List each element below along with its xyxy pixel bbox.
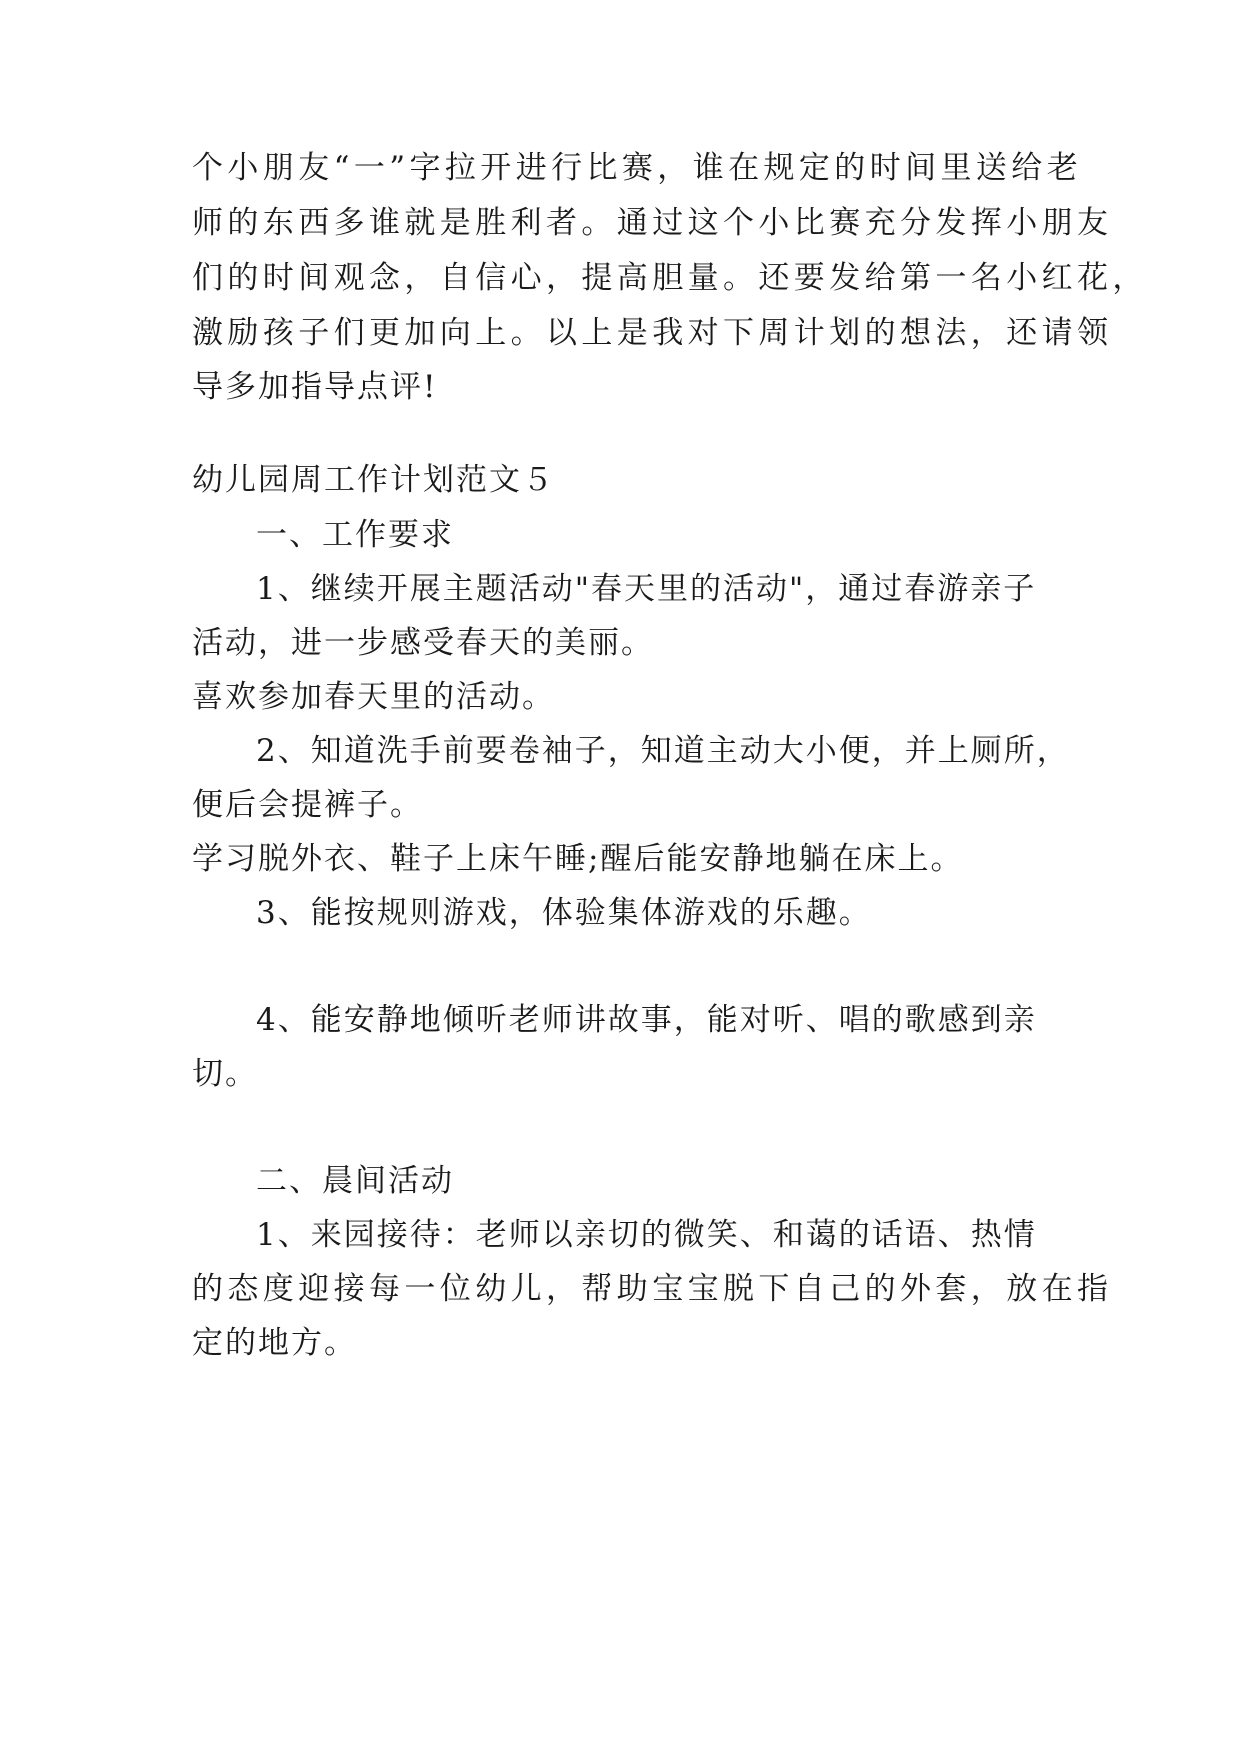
paragraph-line: 激励孩子们更加向上。以上是我对下周计划的想法，还请领	[192, 315, 1113, 351]
paragraph-line: 师的东西多谁就是胜利者。通过这个小比赛充分发挥小朋友	[192, 205, 1113, 241]
paragraph-line: 导多加指导点评!	[192, 369, 438, 405]
list-item-line: 便后会提裤子。	[192, 787, 423, 823]
section-title: 幼儿园周工作计划范文５	[192, 462, 555, 498]
list-item-line: 喜欢参加春天里的活动。	[192, 679, 555, 715]
section-heading: 一、工作要求	[256, 517, 454, 553]
list-item-line: 1、继续开展主题活动"春天里的活动"，通过春游亲子	[256, 571, 1037, 607]
section-heading: 二、晨间活动	[256, 1163, 454, 1199]
list-item-line: 4、能安静地倾听老师讲故事，能对听、唱的歌感到亲	[256, 1002, 1037, 1038]
list-item-line: 1、来园接待：老师以亲切的微笑、和蔼的话语、热情	[256, 1217, 1037, 1253]
paragraph-line: 个小朋友“一”字拉开进行比赛，谁在规定的时间里送给老	[192, 150, 1083, 186]
list-item-line: 学习脱外衣、鞋子上床午睡;醒后能安静地躺在床上。	[192, 841, 964, 877]
list-item-line: 活动，进一步感受春天的美丽。	[192, 625, 654, 661]
list-item-line: 定的地方。	[192, 1325, 357, 1361]
list-item-line: 2、知道洗手前要卷袖子，知道主动大小便，并上厕所，	[256, 733, 1070, 769]
list-item-line: 切。	[192, 1056, 258, 1092]
paragraph-line: 们的时间观念，自信心，提高胆量。还要发给第一名小红花，	[192, 260, 1148, 296]
list-item-line: 的态度迎接每一位幼儿，帮助宝宝脱下自己的外套，放在指	[192, 1271, 1113, 1307]
list-item-line: 3、能按规则游戏，体验集体游戏的乐趣。	[256, 895, 872, 931]
